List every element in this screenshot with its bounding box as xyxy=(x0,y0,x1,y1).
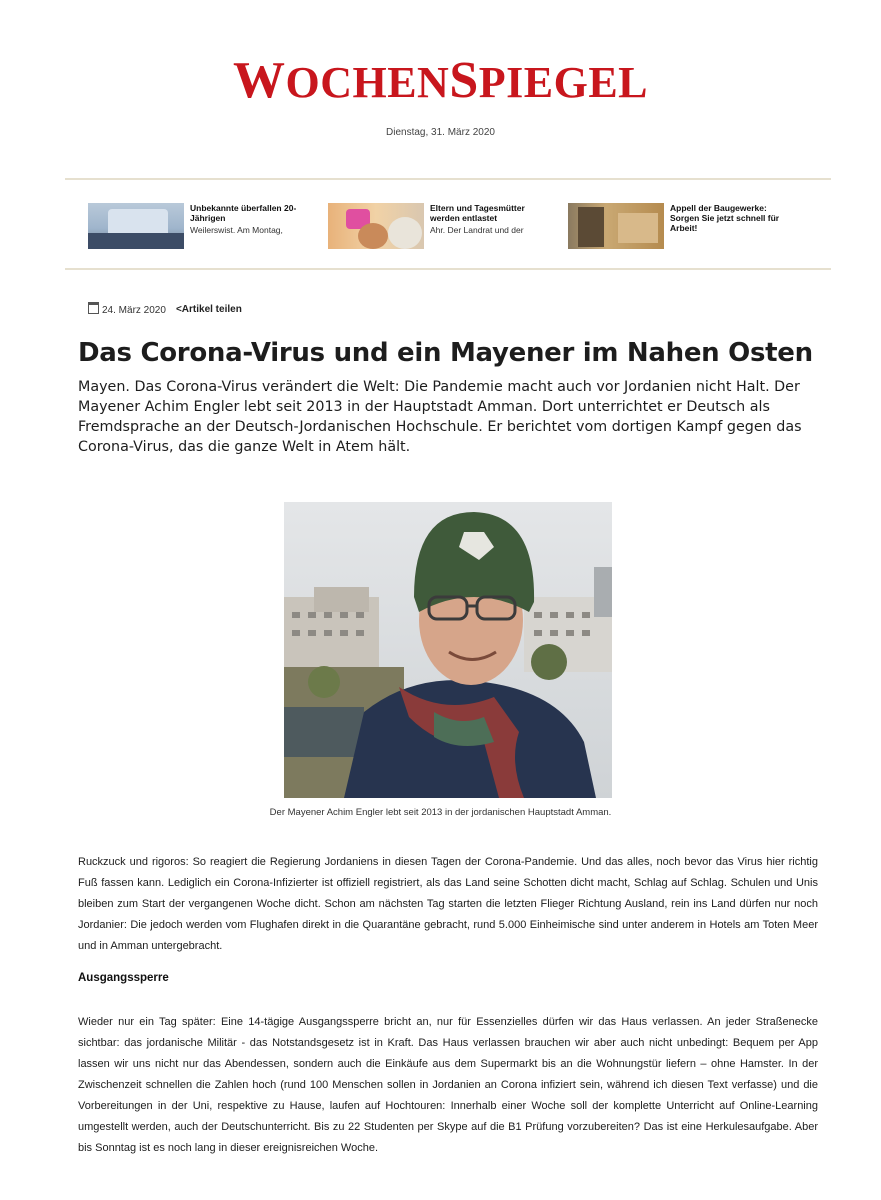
divider-top xyxy=(65,178,831,180)
teaser-3-title[interactable]: Appell der Baugewerke: Sorgen Sie jetzt schnell für Arbeit! xyxy=(670,203,780,233)
article-date-text: 24. März 2020 xyxy=(102,305,166,316)
share-button[interactable] xyxy=(176,304,242,315)
divider-bottom xyxy=(65,268,831,270)
calendar-icon xyxy=(88,302,99,314)
article-photo xyxy=(284,502,612,798)
teaser-2-image[interactable] xyxy=(328,203,424,249)
teaser-1-title[interactable]: Unbekannte überfallen 20-Jährigen xyxy=(190,203,297,223)
teaser-2[interactable] xyxy=(328,203,568,251)
photo-caption: Der Mayener Achim Engler lebt seit 2013 in der jordanischen Hauptstadt Amman. xyxy=(269,807,612,818)
teaser-3-image[interactable] xyxy=(568,203,664,249)
teaser-1[interactable] xyxy=(88,203,328,251)
logo-part-ochen: OCHEN xyxy=(285,58,450,107)
teaser-2-title[interactable]: Eltern und Tagesmütter werden entlastet xyxy=(430,203,525,223)
article-paragraph-1: Ruckzuck und rigoros: So reagiert die Regierung Jordaniens in diesen Tagen der Corona-Pandemie. Und das alles, noch bevor das Virus hier richtig Fuß fassen kann. Lediglich ein Corona-Infizierter ist offiziell registriert, als das Land seine Schotten dicht macht, Schlag auf Schlag. Schulen und Unis bleiben zum Start der vergangenen Woche dicht. Schon am nächsten Tag starten die letzten Flieger Richtung Ausland, rein ins Land dürfen nur noch Jordanier: Die jedoch werden vom Flughafen direkt in die Quarantäne gebracht, rund 5.000 Einheimische sind unter anderem in Hotels am Toten Meer und in Amman untergebracht. xyxy=(78,856,818,952)
section-heading: Ausgangssperre xyxy=(78,972,169,984)
teaser-strip xyxy=(88,203,818,251)
share-label: Artikel teilen xyxy=(181,303,242,315)
article-lead: Mayen. Das Corona-Virus verändert die Welt: Die Pandemie macht auch vor Jordanien nicht Halt. Der Mayener Achim Engler lebt seit 2013 in der Hauptstadt Amman. Dort unterrichtet er Deutsch als Fremdsprache an der Deutsch-Jordanischen Hochschule. Er berichtet vom dortigen Kampf gegen das Corona-Virus, das die ganze Welt in Atem hält. xyxy=(78,379,802,455)
wochenspiegel-logo[interactable] xyxy=(0,52,881,109)
share-icon: < xyxy=(175,303,182,315)
logo-letter-s: S xyxy=(449,52,479,109)
teaser-2-sub: Ahr. Der Landrat und der xyxy=(430,225,524,235)
logo-part-piegel: PIEGEL xyxy=(478,58,649,107)
teaser-3[interactable] xyxy=(568,203,808,251)
article-paragraph-2: Wieder nur ein Tag später: Eine 14-tägige Ausgangssperre bricht an, nur für Essenzielles dürfen wir das Haus verlassen. An jeder Straßenecke sichtbar: das jordanische Militär - das Notstandsgesetz ist in Kraft. Das Haus verlassen brauchen wir aber auch nicht unbedingt: Bequem per App lassen wir uns nicht nur das Abendessen, sondern auch die Einkäufe aus dem Supermarkt bis an die Wohnungstür liefern – ohne Hamster. In der Zwischenzeit schnellen die Zahlen hoch (rund 100 Menschen sollen in Jordanien an Corona infiziert sein, während ich diesen Text verfasse) und die Vorbereitungen in der Uni, respektive zu Hause, laufen auf Hochtouren: Innerhalb einer Woche soll der komplette Unterricht auf Online-Learning umgestellt werden, auch der Deutschunterricht. Bis zu 22 Studenten per Skype auf die B1 Prüfung vorzubereiten? Das ist eine Herkulesaufgabe. Aber bis Sonntag ist es noch lang in dieser ereignisreichen Woche. xyxy=(78,1016,818,1154)
article-title: Das Corona-Virus und ein Mayener im Nahen Osten xyxy=(78,338,813,368)
article-date xyxy=(88,302,166,316)
masthead-date: Dienstag, 31. März 2020 xyxy=(386,127,495,138)
teaser-1-image[interactable] xyxy=(88,203,184,249)
teaser-1-sub: Weilerswist. Am Montag, xyxy=(190,225,283,235)
masthead xyxy=(0,52,881,138)
article-meta xyxy=(88,302,242,316)
logo-letter-w: W xyxy=(232,52,286,109)
